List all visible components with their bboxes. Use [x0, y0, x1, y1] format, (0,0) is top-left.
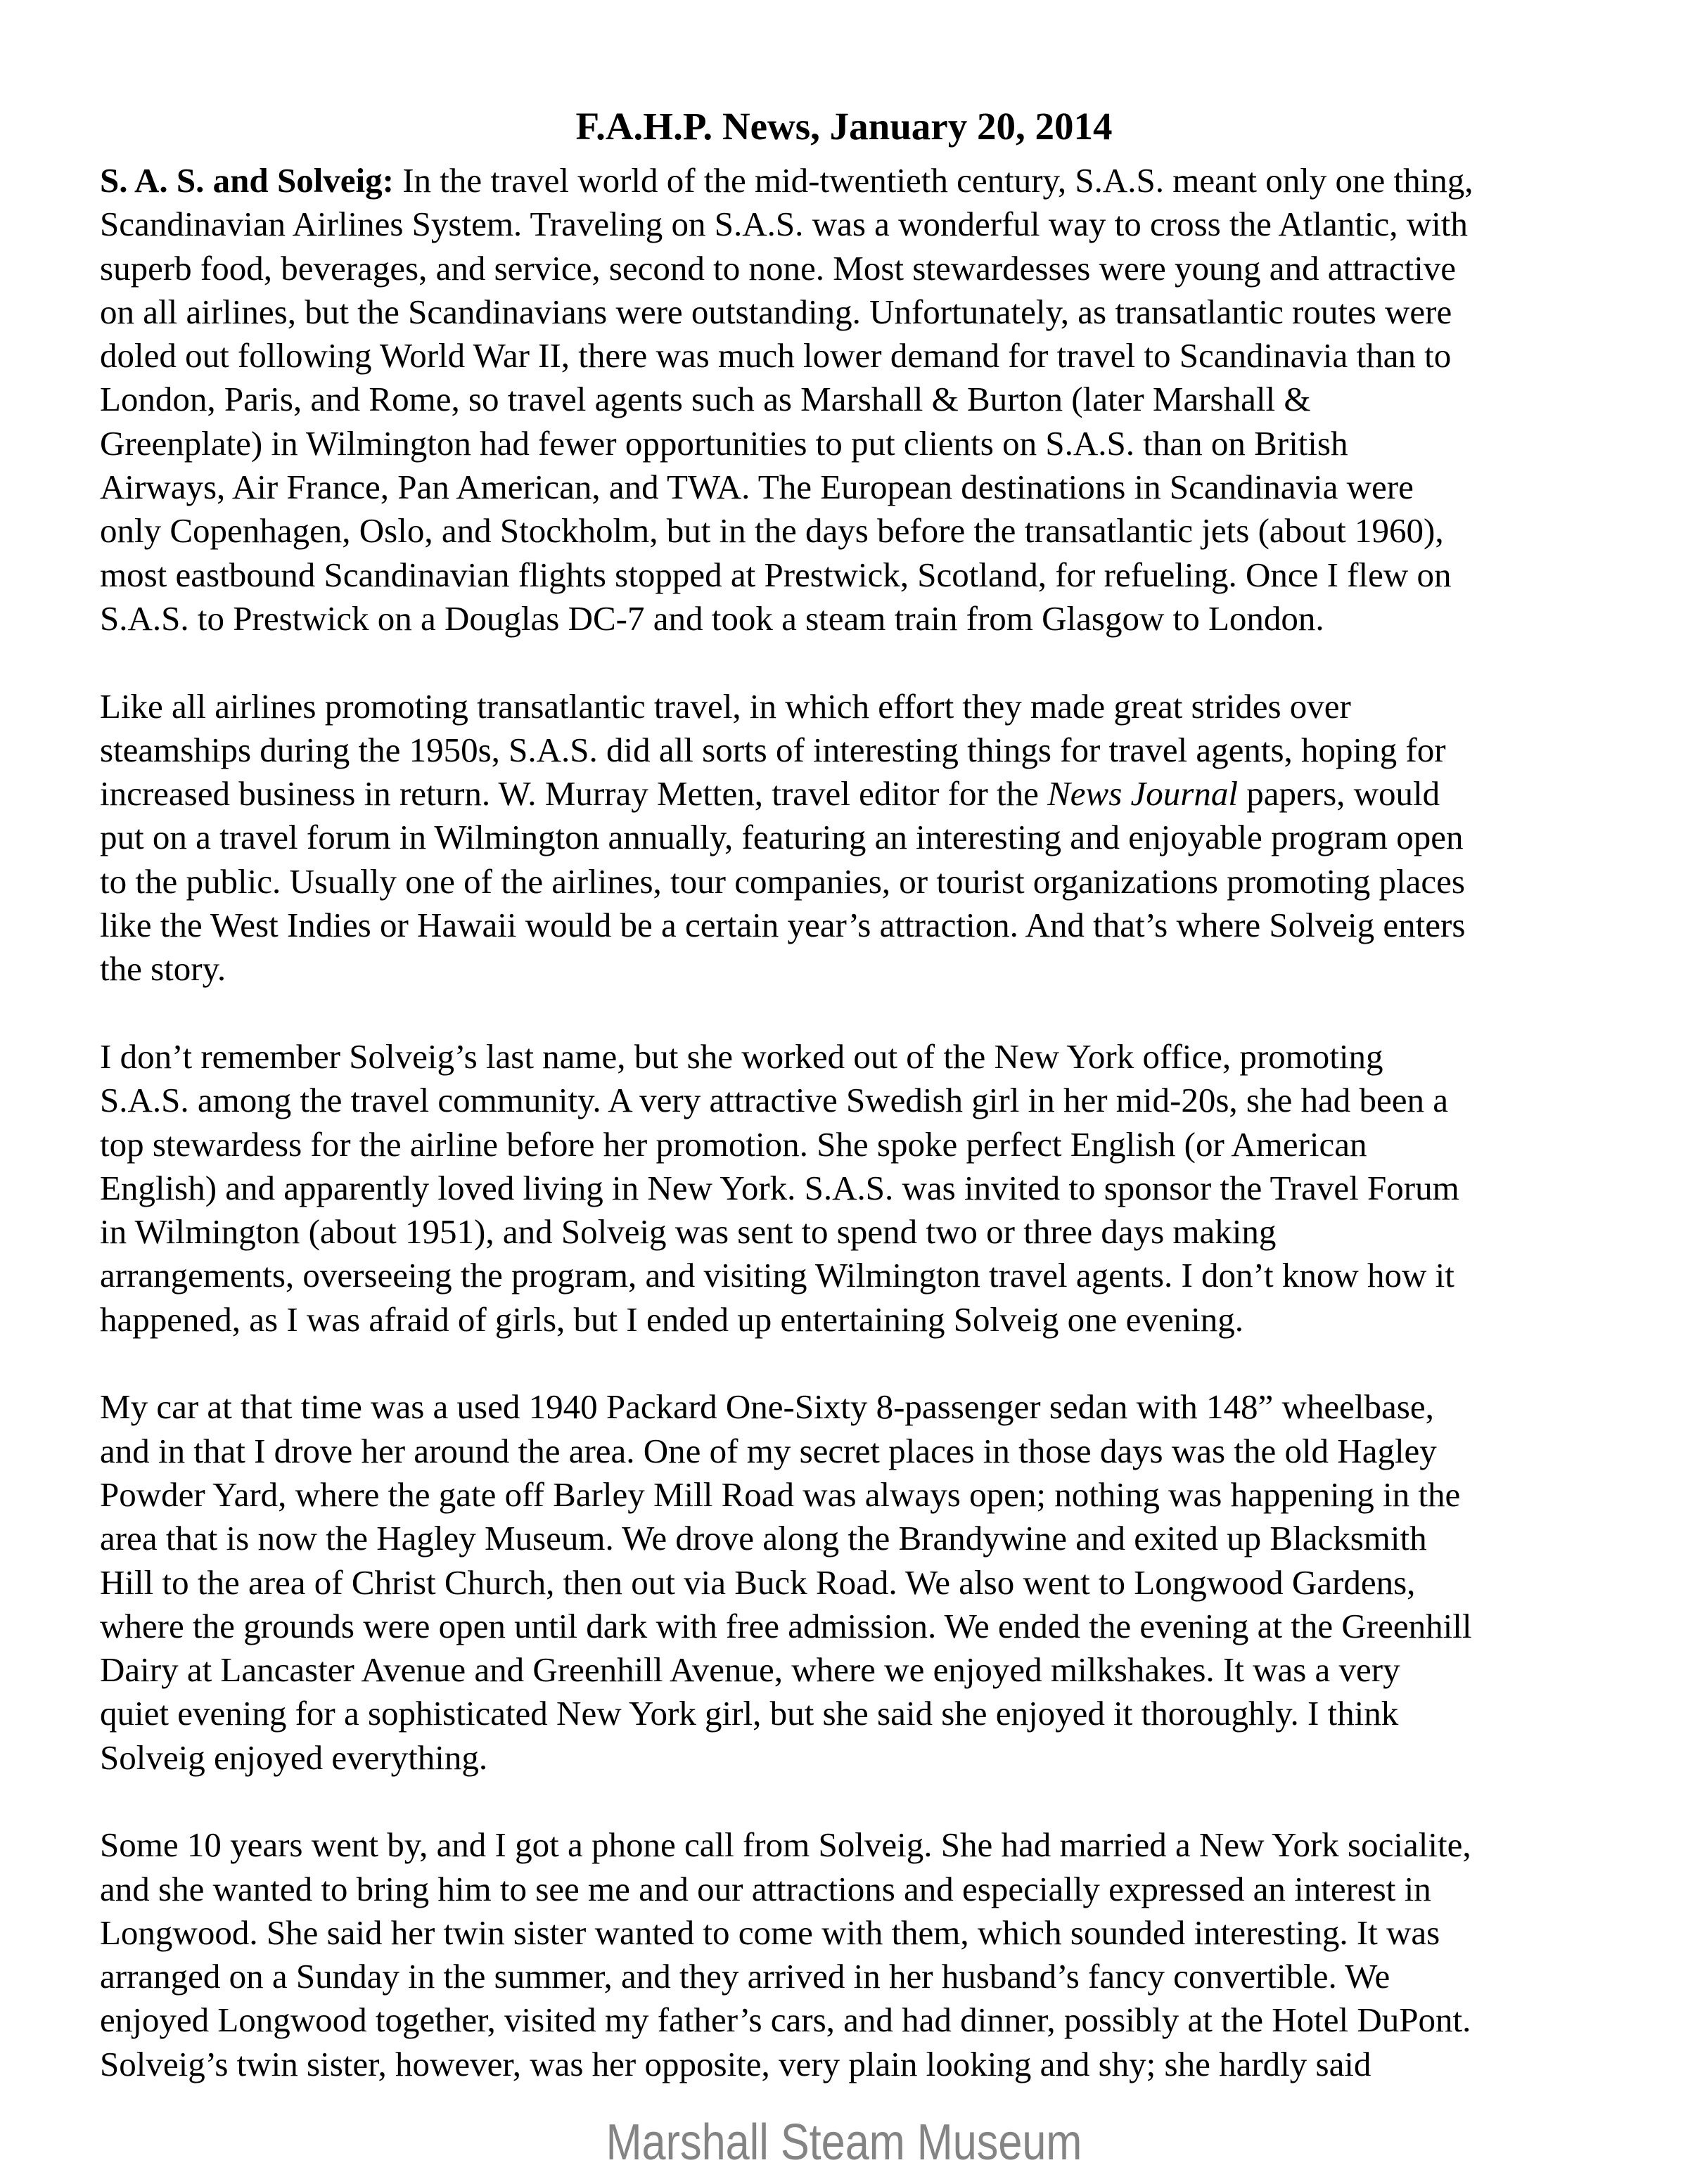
text-line: London, Paris, and Rome, so travel agents such as Marshall & Burton (later Marshall &: [100, 380, 1311, 419]
text-line: in Wilmington (about 1951), and Solveig was sent to spend two or three days making: [100, 1212, 1277, 1252]
text-line: like the West Indies or Hawaii would be a certain year’s attraction. And that’s where Solveig enters: [100, 906, 1466, 945]
watermark: Marshall Steam Museum: [606, 2114, 1082, 2171]
text-line: My car at that time was a used 1940 Packard One-Sixty 8-passenger sedan with 148” wheelbase,: [100, 1387, 1434, 1427]
text-line: S.A.S. to Prestwick on a Douglas DC-7 and took a steam train from Glasgow to London.: [100, 598, 1324, 638]
text-line: Solveig’s twin sister, however, was her opposite, very plain looking and shy; she hardly said: [100, 2044, 1372, 2083]
paragraph-1: [100, 159, 1598, 641]
text-line: and she wanted to bring him to see me and our attractions and especially expressed an interest in: [100, 1869, 1431, 1908]
section-heading: S. A. S. and Solveig:: [100, 161, 394, 200]
text-line: happened, as I was afraid of girls, but I ended up entertaining Solveig one evening.: [100, 1299, 1244, 1339]
text-line: area that is now the Hagley Museum. We drove along the Brandywine and exited up Blacksmith: [100, 1519, 1427, 1558]
text-line: I don’t remember Solveig’s last name, but she worked out of the New York office, promoting: [100, 1036, 1383, 1076]
text-line: Dairy at Lancaster Avenue and Greenhill Avenue, where we enjoyed milkshakes. It was a very: [100, 1650, 1400, 1690]
publication-name: News Journal: [1047, 774, 1238, 814]
text-line: [100, 159, 1598, 203]
text-line: arrangements, overseeing the program, and visiting Wilmington travel agents. I don’t know how it: [100, 1256, 1454, 1295]
text-line: put on a travel forum in Wilmington annually, featuring an interesting and enjoyable program open: [100, 818, 1464, 857]
text-line: steamships during the 1950s, S.A.S. did all sorts of interesting things for travel agents, hoping for: [100, 730, 1446, 769]
text-span: In the travel world of the mid-twentieth century, S.A.S. meant only one thing,: [393, 161, 1473, 200]
text-line: Longwood. She said her twin sister wanted to come with them, which sounded interesting. It was: [100, 1913, 1440, 1952]
text-line: English) and apparently loved living in New York. S.A.S. was invited to sponsor the Travel Forum: [100, 1168, 1459, 1207]
text-line: enjoyed Longwood together, visited my father’s cars, and had dinner, possibly at the Hotel DuPont.: [100, 2000, 1471, 2040]
text-line: superb food, beverages, and service, second to none. Most stewardesses were young and attractive: [100, 248, 1457, 288]
text-line: where the grounds were open until dark with free admission. We ended the evening at the Greenhill: [100, 1606, 1472, 1645]
text-line: arranged on a Sunday in the summer, and they arrived in her husband’s fancy convertible. We: [100, 1957, 1390, 1996]
text-span: increased business in return. W. Murray Metten, travel editor for the: [100, 774, 1048, 814]
text-line: top stewardess for the airline before her promotion. She spoke perfect English (or American: [100, 1124, 1367, 1164]
paragraph-3: [100, 1035, 1598, 1342]
text-line: Scandinavian Airlines System. Traveling on S.A.S. was a wonderful way to cross the Atlantic, with: [100, 205, 1468, 244]
page-title: F.A.H.P. News, January 20, 2014: [575, 105, 1113, 148]
text-line: Some 10 years went by, and I got a phone call from Solveig. She had married a New York socialite,: [100, 1825, 1471, 1865]
text-line: and in that I drove her around the area. One of my secret places in those days was the old Hagley: [100, 1431, 1437, 1470]
paragraph-5: [100, 1823, 1598, 2086]
text-line: doled out following World War II, there was much lower demand for travel to Scandinavia than to: [100, 336, 1452, 375]
text-line: the story.: [100, 949, 226, 989]
article-body: [100, 159, 1598, 2086]
text-line: on all airlines, but the Scandinavians were outstanding. Unfortunately, as transatlantic routes were: [100, 292, 1452, 331]
paragraph-2: [100, 685, 1598, 991]
text-line: S.A.S. among the travel community. A very attractive Swedish girl in her mid-20s, she had been a: [100, 1081, 1448, 1120]
text-line: Airways, Air France, Pan American, and TWA. The European destinations in Scandinavia were: [100, 468, 1414, 507]
text-span: papers, would: [1238, 774, 1440, 814]
paragraph-4: [100, 1385, 1598, 1780]
text-line: quiet evening for a sophisticated New York girl, but she said she enjoyed it thoroughly. I think: [100, 1694, 1399, 1733]
text-line: Solveig enjoyed everything.: [100, 1737, 488, 1777]
text-line: Like all airlines promoting transatlantic travel, in which effort they made great strides over: [100, 686, 1351, 726]
text-line: most eastbound Scandinavian flights stopped at Prestwick, Scotland, for refueling. Once I flew on: [100, 555, 1452, 594]
text-line: Powder Yard, where the gate off Barley Mill Road was always open; nothing was happening in the: [100, 1475, 1461, 1514]
text-line: only Copenhagen, Oslo, and Stockholm, but in the days before the transatlantic jets (about 1960),: [100, 511, 1444, 551]
text-line: Greenplate) in Wilmington had fewer opportunities to put clients on S.A.S. than on British: [100, 423, 1348, 463]
text-line: Hill to the area of Christ Church, then out via Buck Road. We also went to Longwood Gardens,: [100, 1562, 1416, 1602]
text-line: to the public. Usually one of the airlines, tour companies, or tourist organizations promoting places: [100, 861, 1465, 901]
text-line: [100, 772, 1598, 816]
